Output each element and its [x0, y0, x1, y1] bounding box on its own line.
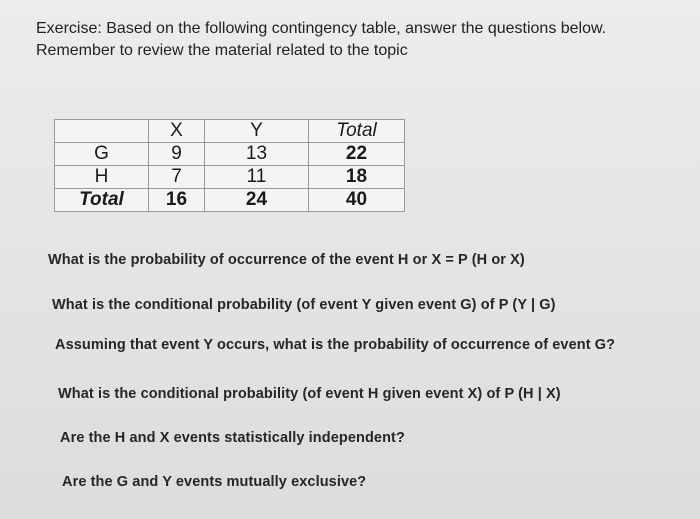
table-row	[55, 166, 405, 189]
table-row	[55, 143, 405, 166]
table-header-cell: X	[149, 120, 205, 143]
question-1: What is the probability of occurrence of the event H or X = P (H or X)	[48, 252, 525, 268]
contingency-table	[54, 119, 405, 212]
question-6: Are the G and Y events mutually exclusive?	[62, 474, 367, 490]
table-header-cell: Y	[205, 120, 309, 143]
instructions	[36, 18, 676, 62]
table-cell: 16	[149, 189, 205, 212]
table-cell: 9	[149, 143, 205, 166]
table-cell: 22	[309, 143, 405, 166]
question-3: Assuming that event Y occurs, what is the probability of occurrence of event G?	[55, 337, 616, 353]
table-header-cell	[55, 120, 149, 143]
table-cell: 24	[205, 189, 309, 212]
question-5: Are the H and X events statistically independent?	[60, 430, 405, 446]
table-header-row	[55, 120, 405, 143]
table-cell: Total	[55, 189, 149, 212]
table-cell: 40	[309, 189, 405, 212]
question-4: What is the conditional probability (of event H given event X) of P (H | X)	[58, 386, 561, 402]
instructions-line-1: Exercise: Based on the following contingency table, answer the questions below.	[36, 20, 607, 37]
table-cell: G	[55, 143, 149, 166]
contingency-table-container	[54, 119, 405, 212]
question-2: What is the conditional probability (of event Y given event G) of P (Y | G)	[52, 297, 556, 313]
table-header-cell: Total	[309, 120, 405, 143]
table-cell: 11	[205, 166, 309, 189]
table-cell: H	[55, 166, 149, 189]
table-cell: 13	[205, 143, 309, 166]
instructions-line-2: Remember to review the material related to the topic	[36, 42, 408, 59]
table-cell: 18	[309, 166, 405, 189]
table-total-row	[55, 189, 405, 212]
table-cell: 7	[149, 166, 205, 189]
